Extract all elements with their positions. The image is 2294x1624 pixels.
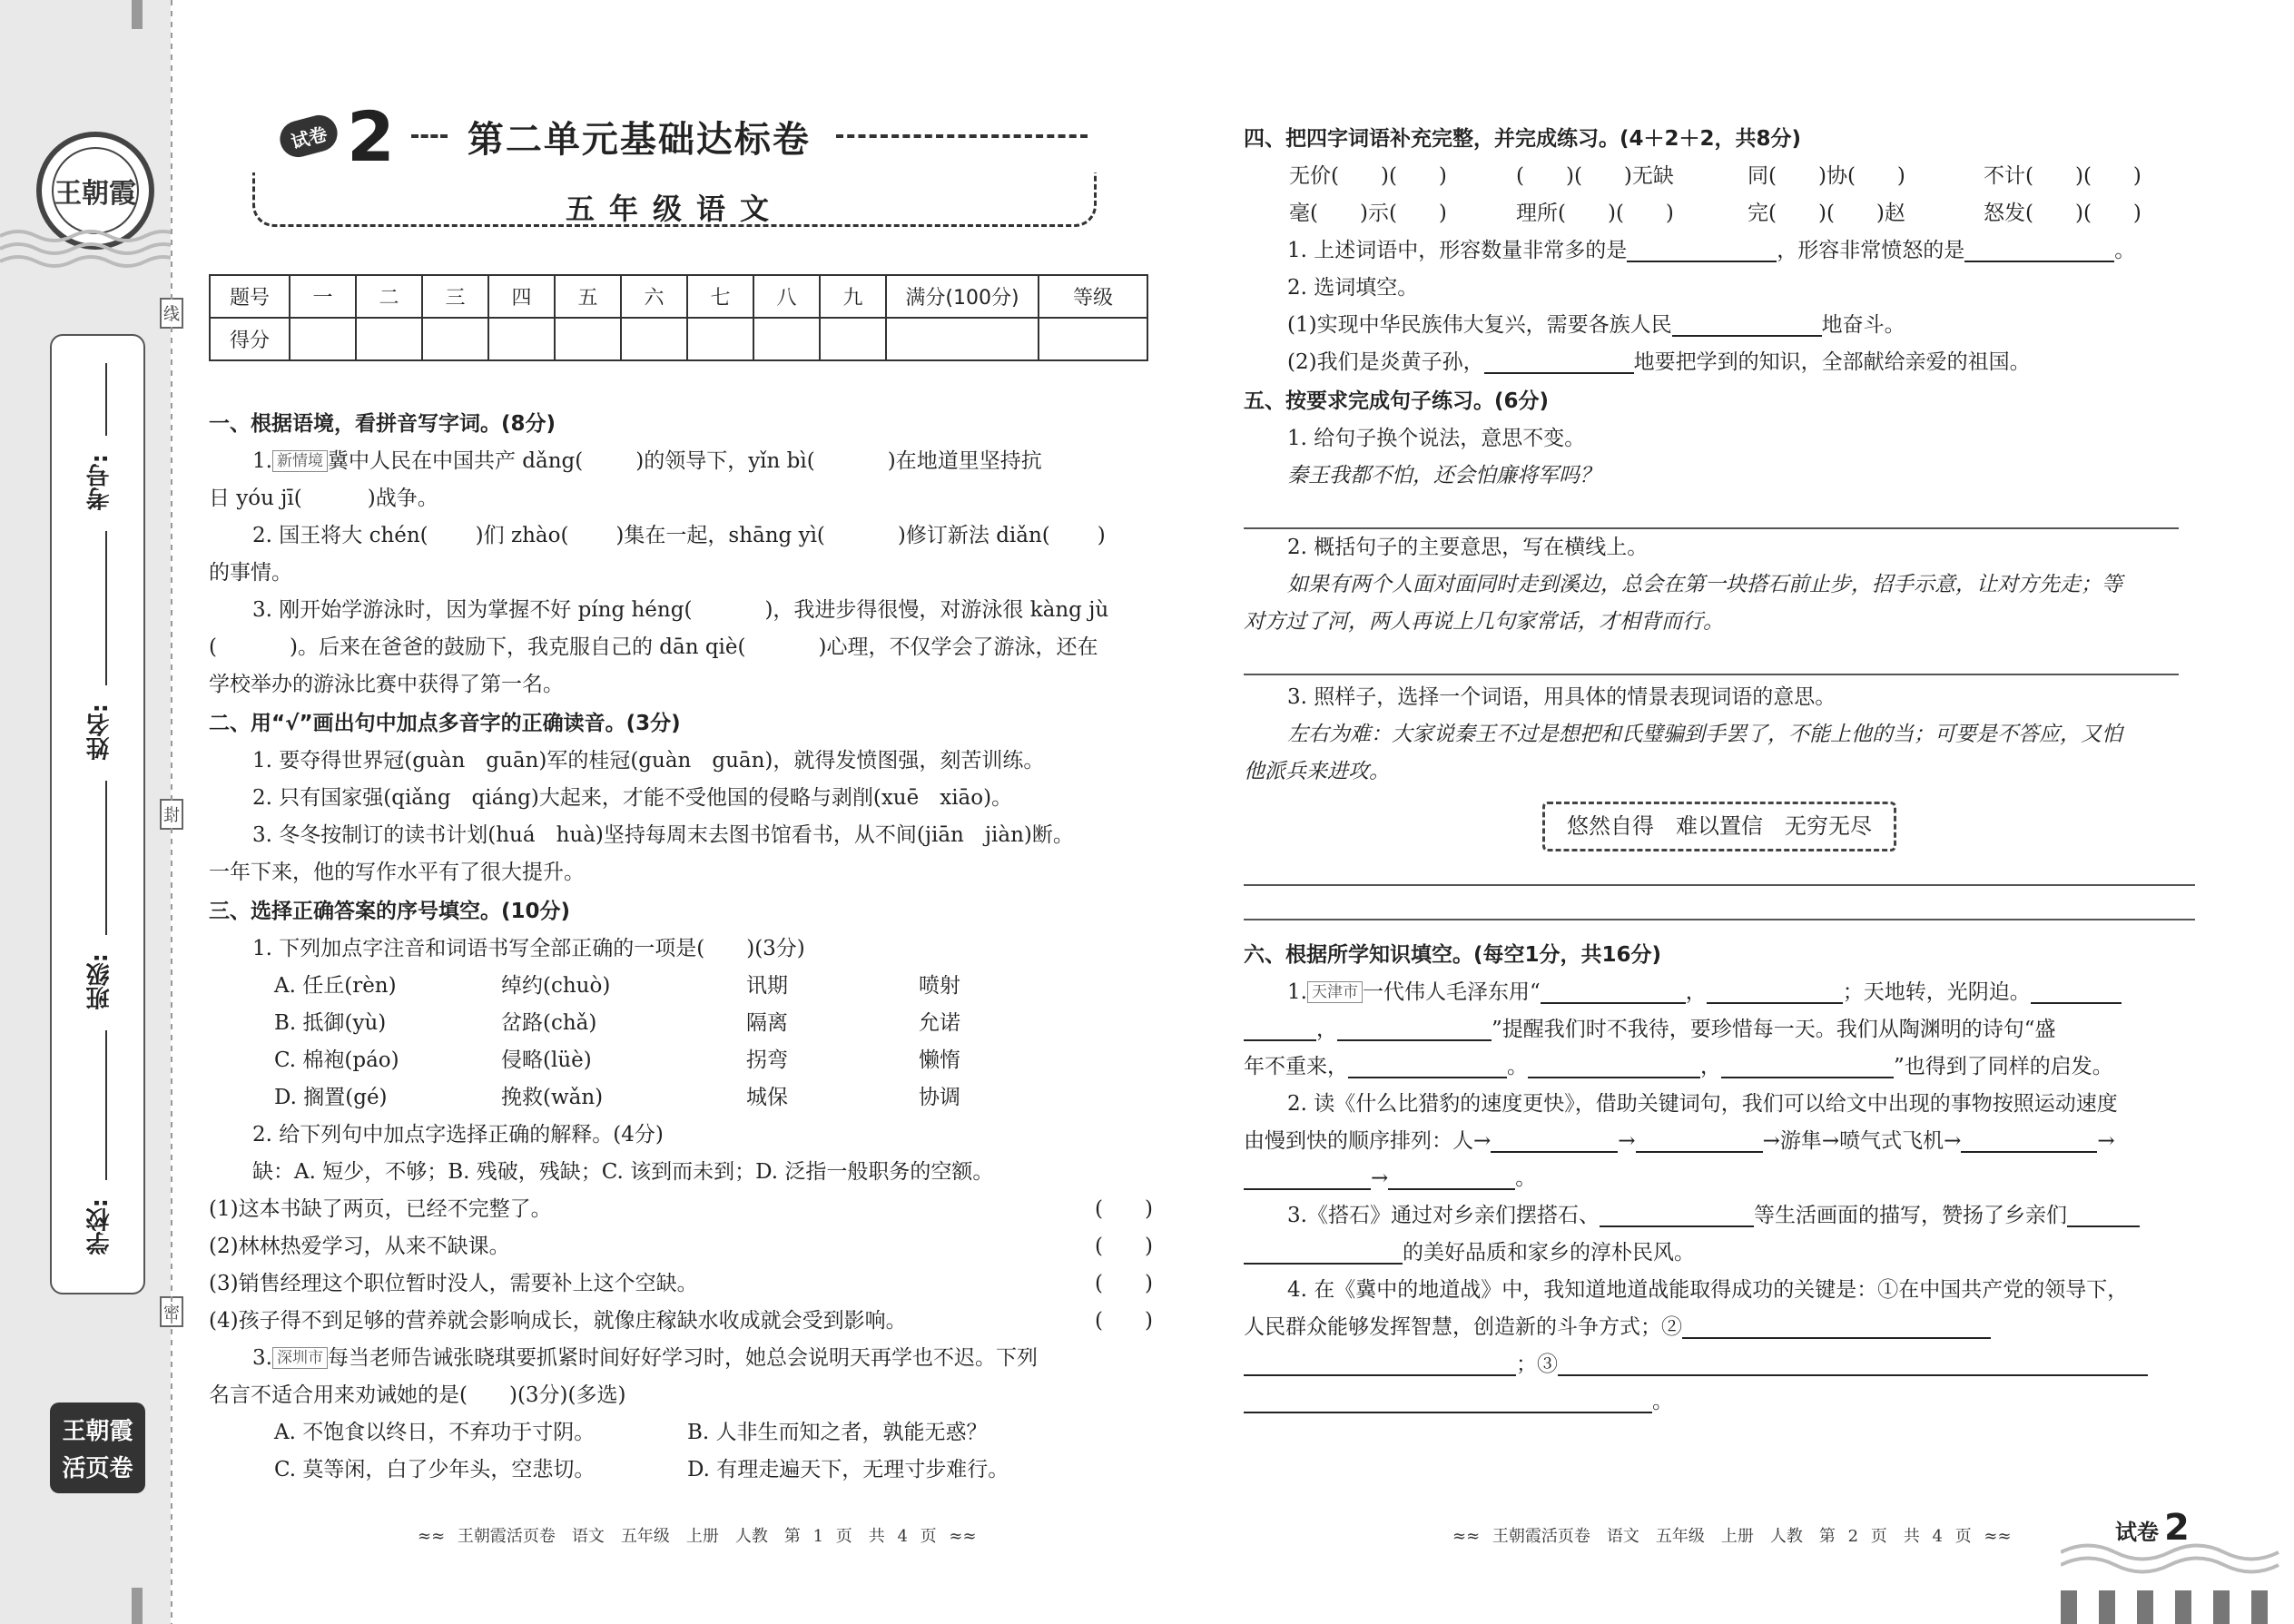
s1-q1-text: 冀中人民在中国共产 dǎng( [327, 449, 584, 473]
seal-mark-line: 线 [160, 298, 183, 329]
option-cell: 岔路(chǎ) [501, 1011, 597, 1035]
s6-q1-text: 。 [1507, 1055, 1528, 1078]
s3-q2-item-text: (2)林林热爱学习，从来不缺课。 [209, 1235, 510, 1258]
answer-blank[interactable] [1484, 349, 1634, 374]
right-page [1235, 0, 2233, 1624]
corner-label-text: 试卷 [2115, 1520, 2159, 1545]
s6-q4-cont2 [1244, 1346, 2195, 1383]
s6-q1 [1244, 974, 2195, 1011]
answer-blank[interactable] [1244, 1351, 1516, 1376]
idiom-blank[interactable]: 无价( )( ) [1289, 164, 1447, 188]
student-info-panel [50, 334, 145, 1294]
section-1-heading: 一、根据语境，看拼音写字词。(8分) [209, 412, 556, 436]
corner-bar [2175, 1590, 2191, 1624]
score-header-cell: 二 [356, 275, 422, 318]
score-table [209, 274, 1148, 361]
score-table-header-row [210, 275, 1147, 318]
s6-q1-text: 年不重来， [1244, 1055, 1348, 1078]
s5-q3-example-cont: 他派兵来进攻。 [1244, 760, 1390, 783]
s3-q3-cont: 名言不适合用来劝诫她的是( )(3分)(多选) [209, 1383, 626, 1407]
section-4-heading: 四、把四字词语补充完整，并完成练习。(4＋2＋2，共8分) [1244, 127, 1802, 151]
answer-line[interactable] [1244, 495, 2179, 529]
s3-q1-option-c[interactable] [209, 1042, 1153, 1079]
score-cell[interactable] [1039, 318, 1147, 360]
s4-q2-1 [1244, 307, 2195, 344]
score-header-cell: 满分(100分) [886, 275, 1039, 318]
option-cell: 懒惰 [919, 1048, 960, 1072]
corner-bar [2099, 1590, 2115, 1624]
answer-blank[interactable] [2031, 979, 2122, 1004]
option-cell: 拐弯 [746, 1048, 788, 1072]
s3-q3-text: 每当老师告诫张晓琪要抓紧时间好好学习时，她总会说明天再学也不迟。下列 [327, 1346, 1038, 1370]
word-choice-box[interactable]: 悠然自得 难以置信 无穷无尽 [1542, 802, 1896, 851]
s6-q1-text: ， [1685, 980, 1707, 1004]
option-cell: C. 莫等闲，白了少年头，空悲切。 [274, 1458, 596, 1481]
s1-q3-text: 3. 刚开始学游泳时，因为掌握不好 píng héng( [252, 598, 693, 622]
brand-logo-text: 王朝霞 [52, 147, 139, 234]
exam-title-block [252, 95, 1097, 231]
s6-q1-text: ；天地转，光阴迫。 [1842, 980, 2031, 1004]
left-page-footer: ≈≈ 王朝霞活页卷 语文 五年级 上册 人教 第 1 页 共 4 页 ≈≈ [418, 1527, 977, 1546]
s6-q1-text: ”也得到了同样的启发。 [1894, 1055, 2113, 1078]
section-5-heading: 五、按要求完成句子练习。(6分) [1244, 389, 1550, 413]
option-cell: C. 棉袍(páo) [274, 1048, 399, 1072]
s6-q3 [1244, 1197, 2195, 1235]
score-cell[interactable] [555, 318, 621, 360]
s4-q2-text: 地奋斗。 [1821, 313, 1905, 337]
score-header-cell: 八 [753, 275, 820, 318]
s1-q1-number: 1. [252, 449, 272, 473]
s1-q2-text: )集在一起，shāng yì( [615, 524, 825, 547]
answer-blank[interactable] [1636, 1127, 1763, 1153]
option-cell: D. 搁置(gé) [274, 1086, 388, 1109]
answer-blank[interactable] [2067, 1202, 2140, 1227]
brand-badge [50, 1403, 145, 1493]
answer-blank[interactable] [1337, 1016, 1492, 1041]
s4-idiom-row-2[interactable] [1244, 195, 2195, 232]
s4-q2-text: 地要把学到的知识，全部献给亲爱的祖国。 [1633, 350, 2031, 374]
answer-blank[interactable] [1682, 1314, 1991, 1339]
s6-q1-number: 1. [1287, 980, 1307, 1004]
left-questions [209, 406, 1153, 1489]
option-cell: 挽救(wǎn) [501, 1086, 604, 1109]
brand-series: 活页卷 [62, 1455, 133, 1482]
corner-bar [2251, 1590, 2268, 1624]
s4-q2-text: (1)实现中华民族伟大复兴，需要各族人民 [1287, 313, 1672, 337]
score-header-cell: 五 [555, 275, 621, 318]
s6-q4-text: ；③ [1516, 1353, 1558, 1376]
s3-q2-item [209, 1191, 1153, 1228]
seal-mark-seal: 封 [160, 799, 183, 830]
s1-q1-cont [209, 480, 1153, 517]
answer-blank[interactable] [1721, 1053, 1894, 1078]
s6-q1-text: ”提醒我们时不我待，要珍惜每一天。我们从陶渊明的诗句“盛 [1492, 1018, 2056, 1041]
answer-blank[interactable] [1244, 1239, 1403, 1265]
title-row [252, 95, 1097, 177]
s5-q3-example: 左右为难：大家说秦王不过是想把和氏璧骗到手罢了，不能上他的当；可要是不答应，又怕 [1287, 723, 2122, 746]
s1-q1-text: 日 yóu jī( [209, 487, 302, 510]
option-cell: 讯期 [746, 974, 788, 998]
s1-q3-text: )心理，不仅学会了游泳，还在 [818, 635, 1098, 659]
corner-bars [2061, 1590, 2268, 1624]
s3-q2-item [209, 1303, 1153, 1340]
s6-q2-text: → [1618, 1129, 1636, 1153]
right-page-footer: ≈≈ 王朝霞活页卷 语文 五年级 上册 人教 第 2 页 共 4 页 ≈≈ [1452, 1527, 2012, 1546]
option-cell: 绰约(chuò) [501, 974, 611, 998]
option-cell: 协调 [919, 1086, 960, 1109]
binding-margin [0, 0, 171, 1624]
s6-q2-text: → [1371, 1166, 1389, 1190]
s6-q1-text: 一代伟人毛泽东用“ [1362, 980, 1541, 1004]
answer-blank[interactable] [1348, 1053, 1507, 1078]
answer-blank[interactable] [1961, 1127, 2097, 1153]
left-page [171, 0, 1160, 1624]
option-cell: 允诺 [919, 1011, 960, 1035]
idiom-blank[interactable]: ( )( )无缺 [1516, 164, 1674, 188]
score-header-cell: 题号 [210, 275, 290, 318]
s6-q4: 4. 在《冀中的地道战》中，我知道地道战能取得成功的关键是：①在中国共产党的领导下， [1287, 1278, 2129, 1302]
answer-paren[interactable]: ( ) [1095, 1235, 1153, 1258]
binding-bottom-bar [132, 1588, 143, 1624]
s4-q1-text: ，形容非常愤怒的是 [1777, 239, 1965, 262]
score-cell[interactable] [488, 318, 555, 360]
score-cell[interactable] [820, 318, 886, 360]
s3-q2-item-text: (4)孩子得不到足够的营养就会影响成长，就像庄稼缺水收成就会受到影响。 [209, 1309, 907, 1333]
s1-q1 [209, 443, 1153, 480]
idiom-blank[interactable]: 理所( )( ) [1516, 202, 1674, 225]
s4-q1 [1244, 232, 2195, 270]
s4-q1-text: 1. 上述词语中，形容数量非常多的是 [1287, 239, 1628, 262]
class-label: 班级: [86, 953, 113, 1010]
s2-q2[interactable]: 2. 只有国家强(qiǎng qiáng)大起来，才能不受他国的侵略与剥削(xuē xiāo)。 [252, 786, 1013, 810]
answer-blank[interactable] [1244, 1388, 1652, 1413]
score-header-cell: 七 [687, 275, 753, 318]
answer-paren[interactable]: ( ) [1095, 1309, 1153, 1333]
s1-q2-text: )修订新法 diǎn( [897, 524, 1050, 547]
idiom-blank[interactable]: 毫( )示( ) [1289, 202, 1447, 225]
answer-blank[interactable] [1388, 1165, 1515, 1190]
s6-q2-text: 。 [1515, 1166, 1537, 1190]
option-cell: B. 抵御(yù) [274, 1011, 387, 1035]
exam-title: 第二单元基础达标卷 [467, 118, 811, 161]
option-cell: 喷射 [919, 974, 960, 998]
s1-q1-text: )在地道里坚持抗 [887, 449, 1042, 473]
option-cell: 城保 [746, 1086, 788, 1109]
s1-q1-text: )战争。 [367, 487, 438, 510]
s1-q2-text: )们 zhào( [475, 524, 569, 547]
score-table-score-row [210, 318, 1147, 360]
s2-q1[interactable]: 1. 要夺得世界冠(guàn guān)军的桂冠(guàn guān)，就得发愤图强，刻苦训练。 [252, 749, 1045, 773]
word-choice-row [1244, 802, 2195, 851]
answer-paren[interactable]: ( ) [1095, 1197, 1153, 1221]
s6-q2: 2. 读《什么比猎豹的速度更快》，借助关键词句，我们可以给文中出现的事物按照运动速度 [1287, 1092, 2118, 1116]
right-questions [1244, 121, 2195, 1421]
title-dash-left [411, 134, 448, 138]
idiom-blank[interactable]: 不计( )( ) [1984, 164, 2141, 188]
s6-q2-text: 由慢到快的顺序排列：人→ [1244, 1129, 1492, 1153]
s1-q1-tag: 新情境 [272, 450, 328, 472]
score-header-cell: 四 [488, 275, 555, 318]
option-cell: 隔离 [746, 1011, 788, 1035]
s1-q3-cont2: 学校举办的游泳比赛中获得了第一名。 [209, 673, 564, 696]
s1-q3-cont [209, 629, 1153, 666]
answer-line[interactable] [1244, 886, 2195, 920]
s6-q3-cont [1244, 1235, 2195, 1272]
corner-bar [2213, 1590, 2230, 1624]
score-row-label: 得分 [210, 318, 290, 360]
answer-line[interactable] [1244, 641, 2179, 675]
s2-q3-cont: 一年下来，他的写作水平有了很大提升。 [209, 861, 585, 884]
option-cell: B. 人非生而知之者，孰能无惑？ [687, 1421, 988, 1444]
section-3-heading: 三、选择正确答案的序号填空。(10分) [209, 900, 571, 923]
s3-q2-item-text: (1)这本书缺了两页，已经不完整了。 [209, 1197, 552, 1221]
s4-q2-2 [1244, 344, 2195, 381]
option-cell: 侵略(lüè) [501, 1048, 592, 1072]
s5-q1-sentence: 秦王我都不怕，还会怕廉将军吗？ [1287, 464, 1600, 487]
wave-decoration [0, 218, 171, 272]
answer-blank[interactable] [1600, 1202, 1754, 1227]
s4-q2-text: (2)我们是炎黄子孙， [1287, 350, 1484, 374]
s6-q1-text: ， [1700, 1055, 1721, 1078]
answer-blank[interactable] [1707, 979, 1843, 1004]
answer-line[interactable] [1244, 851, 2195, 886]
answer-blank[interactable] [1244, 1165, 1371, 1190]
corner-bar [2061, 1590, 2077, 1624]
exam-tag: 试卷 [276, 111, 341, 161]
s1-q2-cont: 的事情。 [209, 561, 292, 585]
idiom-blank[interactable]: 怒发( )( ) [1984, 202, 2141, 225]
s5-q2-sentence-cont: 对方过了河，两人再说上几句家常话，才相背而行。 [1244, 610, 1724, 634]
score-cell[interactable] [356, 318, 422, 360]
s6-q2-cont2 [1244, 1160, 2195, 1197]
score-cell[interactable] [687, 318, 753, 360]
title-dash-right [836, 134, 1088, 138]
s3-q1-option-d[interactable] [209, 1079, 1153, 1117]
s3-q3 [209, 1340, 1153, 1377]
s6-q4-text: 。 [1652, 1390, 1673, 1413]
score-cell[interactable] [621, 318, 687, 360]
s3-q2-item-text: (3)销售经理这个职位暂时没人，需要补上这个空缺。 [209, 1272, 698, 1295]
s3-q1-option-a[interactable] [209, 968, 1153, 1005]
brand-name: 王朝霞 [62, 1418, 133, 1445]
exam-number-label: 考号: [86, 454, 113, 511]
option-cell: A. 任丘(rèn) [274, 974, 397, 998]
answer-blank[interactable] [1558, 1351, 2148, 1376]
s3-q2-item [209, 1228, 1153, 1265]
s6-q1-tag: 天津市 [1307, 981, 1363, 1003]
s1-q3-text: ( [209, 635, 217, 659]
s3-q2: 2. 给下列句中加点字选择正确的解释。(4分) [252, 1123, 664, 1147]
answer-blank[interactable] [1491, 1127, 1618, 1153]
s5-q3: 3. 照样子，选择一个词语，用具体的情景表现词语的意思。 [1287, 685, 1836, 709]
s1-q2-text: 2. 国王将大 chén( [252, 524, 428, 547]
s2-q3[interactable]: 3. 冬冬按制订的读书计划(huá huà)坚持每周末去图书馆看书，从不间(jiān jiàn)断。 [252, 823, 1074, 847]
score-header-cell: 等级 [1039, 275, 1147, 318]
section-2-heading: 二、用“√”画出句中加点多音字的正确读音。(3分) [209, 712, 681, 735]
s1-q3-text: )，我进步得很慢，对游泳很 kàng jù [764, 598, 1109, 622]
score-cell[interactable] [886, 318, 1039, 360]
corner-label-number: 2 [2164, 1507, 2190, 1549]
score-header-cell: 一 [290, 275, 356, 318]
s1-q2-text: ) [1097, 524, 1106, 547]
s3-q2-item [209, 1265, 1153, 1303]
s6-q2-cont [1244, 1123, 2195, 1160]
score-cell[interactable] [290, 318, 356, 360]
s6-q3-text: 的美好品质和家乡的淳朴民风。 [1403, 1241, 1695, 1265]
s6-q2-text: → [2097, 1129, 2115, 1153]
s3-q1: 1. 下列加点字注音和词语书写全部正确的一项是( )(3分) [252, 937, 805, 960]
s1-q3-text: )。后来在爸爸的鼓励下，我克服自己的 dān qiè( [289, 635, 746, 659]
name-label: 姓名: [86, 704, 113, 761]
seal-mark-secret: 密 [160, 1296, 183, 1327]
s6-q4-cont3 [1244, 1383, 2195, 1421]
corner-bar [2137, 1590, 2153, 1624]
answer-blank[interactable] [1528, 1053, 1700, 1078]
s6-q3-text: 3.《搭石》通过对乡亲们摆搭石、 [1287, 1204, 1600, 1227]
school-label: 学校: [86, 1198, 113, 1255]
info-underlines [52, 336, 147, 1296]
s5-q2: 2. 概括句子的主要意思，写在横线上。 [1287, 536, 1649, 559]
section-6-heading: 六、根据所学知识填空。(每空1分，共16分) [1244, 943, 1662, 967]
s1-q2 [209, 517, 1153, 555]
s3-q2-definitions: 缺：A. 短少，不够；B. 残破，残缺；C. 该到而未到；D. 泛指一般职务的空额。 [252, 1160, 994, 1184]
score-header-cell: 三 [422, 275, 488, 318]
s4-idiom-row-1[interactable] [1244, 158, 2195, 195]
exam-number: 2 [347, 95, 395, 177]
s6-q2-text: →游隼→喷气式飞机→ [1762, 1129, 1962, 1153]
answer-blank[interactable] [1964, 237, 2114, 262]
idiom-blank[interactable]: 完( )( )赵 [1748, 202, 1905, 225]
s5-q1: 1. 给句子换个说法，意思不变。 [1287, 427, 1586, 450]
score-header-cell: 九 [820, 275, 886, 318]
s3-q1-option-b[interactable] [209, 1005, 1153, 1042]
s6-q3-text: 等生活画面的描写，赞扬了乡亲们 [1753, 1204, 2067, 1227]
s1-q3 [209, 592, 1153, 629]
s6-q4-text: 人民群众能够发挥智慧，创造新的斗争方式；② [1244, 1315, 1682, 1339]
exam-subtitle: 五年级语文 [565, 192, 783, 226]
exam-corner-label [2115, 1507, 2190, 1549]
s6-q4-cont [1244, 1309, 2195, 1346]
s4-q1-text: 。 [2114, 239, 2136, 262]
s3-q3-tag: 深圳市 [272, 1347, 328, 1369]
s6-q1-cont2 [1244, 1048, 2195, 1086]
s5-q2-sentence: 如果有两个人面对面同时走到溪边，总会在第一块搭石前止步，招手示意，让对方先走；等 [1287, 573, 2122, 596]
binding-top-bar [132, 0, 143, 29]
s3-q3-options-row[interactable] [209, 1414, 1153, 1452]
option-cell: A. 不饱食以终日，不弃功于寸阴。 [274, 1421, 596, 1444]
option-cell: D. 有理走遍天下，无理寸步难行。 [687, 1458, 1009, 1481]
score-cell[interactable] [422, 318, 488, 360]
score-header-cell: 六 [621, 275, 687, 318]
answer-blank[interactable] [1672, 311, 1822, 337]
s3-q3-options-row[interactable] [209, 1452, 1153, 1489]
answer-blank[interactable] [1244, 1016, 1316, 1041]
answer-paren[interactable]: ( ) [1095, 1272, 1153, 1295]
s6-q1-cont: ， ”提醒我们时不我待，要珍惜每一天。我们从陶渊明的诗句“盛 [1244, 1011, 2195, 1048]
s1-q1-text: )的领导下，yǐn bì( [635, 449, 815, 473]
score-cell[interactable] [753, 318, 820, 360]
answer-blank[interactable] [1627, 237, 1777, 262]
s4-q2: 2. 选词填空。 [1287, 276, 1419, 300]
s3-q3-number: 3. [252, 1346, 272, 1370]
idiom-blank[interactable]: 同( )协( ) [1748, 164, 1905, 188]
answer-blank[interactable] [1541, 979, 1686, 1004]
